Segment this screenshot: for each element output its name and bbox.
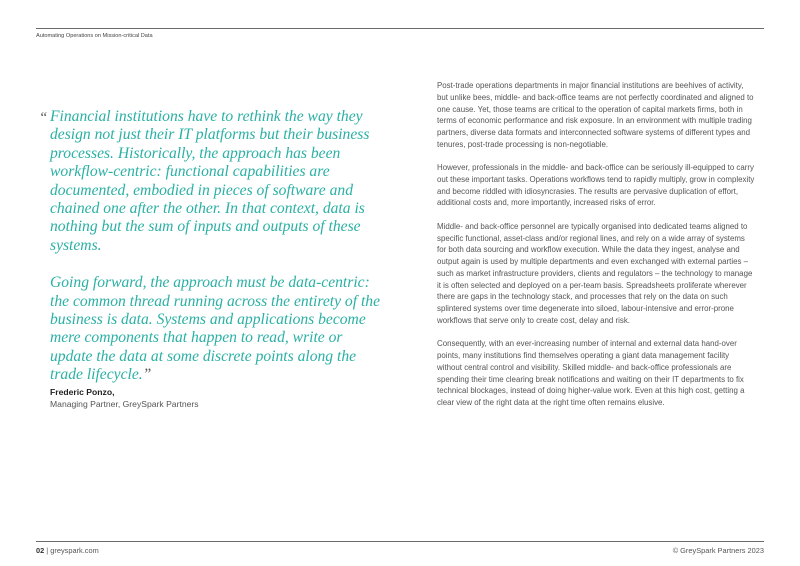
author-name: Frederic Ponzo, (50, 387, 115, 397)
body-text (437, 80, 755, 421)
open-quote-mark: “ (39, 110, 48, 126)
quote-attribution (50, 386, 199, 410)
footer-left (36, 546, 99, 555)
page-number: 02 (36, 546, 45, 555)
quote-paragraph-2: Going forward, the approach must be data-centric: the common thread running across the entirety of the business is data. Systems and applications become mere components that happen to read, write or update the data at some discrete points along the trade lifecycle.” (50, 274, 381, 384)
quote-paragraph-1: Financial institutions have to rethink the way they design not just their IT platforms but their business processes. Historically, the approach has been workflow-centric: functional capabilities are documented, embodied in pieces of software and chained one after the other. In that context, data is nothing but the sum of inputs and outputs of these systems. (50, 108, 370, 254)
body-paragraph-4: Consequently, with an ever-increasing number of internal and external data hand-over points, many institutions find themselves operating a giant data management facility without central control and visibility. Skilled middle- and back-office professionals are spending their time clearing break notifications and waiting on their IT departments to fix technical blockages, instead of doing higher-value work. Even at this high cost, getting a clear view of the right data at the right time often remains elusive. (437, 339, 745, 408)
footer-separator: | (46, 546, 49, 555)
bottom-rule (36, 541, 764, 542)
footer-copyright: © GreySpark Partners 2023 (672, 546, 764, 555)
running-title: Automating Operations on Mission-critical Data (36, 33, 153, 39)
body-paragraph-1: Post-trade operations departments in major financial institutions are beehives of activity, but unlike bees, middle- and back-office teams are not perfectly coordinated and aligned to one cause. Yet, those teams are critical to the operation of capital markets firms, both in terms of economic performance and risk exposure. In an environment with multiple trading partners, diverse data formats and interconnected software systems of different types and tenures, post-trade processing is non-negotiable. (437, 81, 754, 149)
author-role: Managing Partner, GreySpark Partners (50, 399, 199, 409)
body-paragraph-3: Middle- and back-office personnel are typically organised into dedicated teams aligned to specific functional, asset-class and/or regional lines, and rely on a wide array of systems for both data sourcing and workflow execution. While the data they ingest, analyse and output again is used by multiple departments and even exchanged with external parties – such as market infrastructure providers, clients and regulators – the technology to manage it is often selected and deployed on a per-team basis. Spreadsheets proliferate wherever there are gaps in the technology stack, and processes that rely on the data on such splintered systems over time degenerate into siloed, labour-intensive and error-prone workflows that serve only to create cost, delay and risk. (437, 221, 753, 325)
footer-website-link[interactable]: greyspark.com (50, 546, 99, 555)
close-quote-mark: ” (142, 366, 152, 384)
top-rule (36, 28, 764, 29)
body-paragraph-2: However, professionals in the middle- and back-office can be seriously ill-equipped to carry out these important tasks. Operations workflows tend to rapidly multiply, grow in complexity and become riddled with idiosyncrasies. The results are pervasive duplication of effort, additional costs and, more importantly, increased risks of error. (437, 163, 755, 208)
pull-quote (50, 108, 380, 385)
